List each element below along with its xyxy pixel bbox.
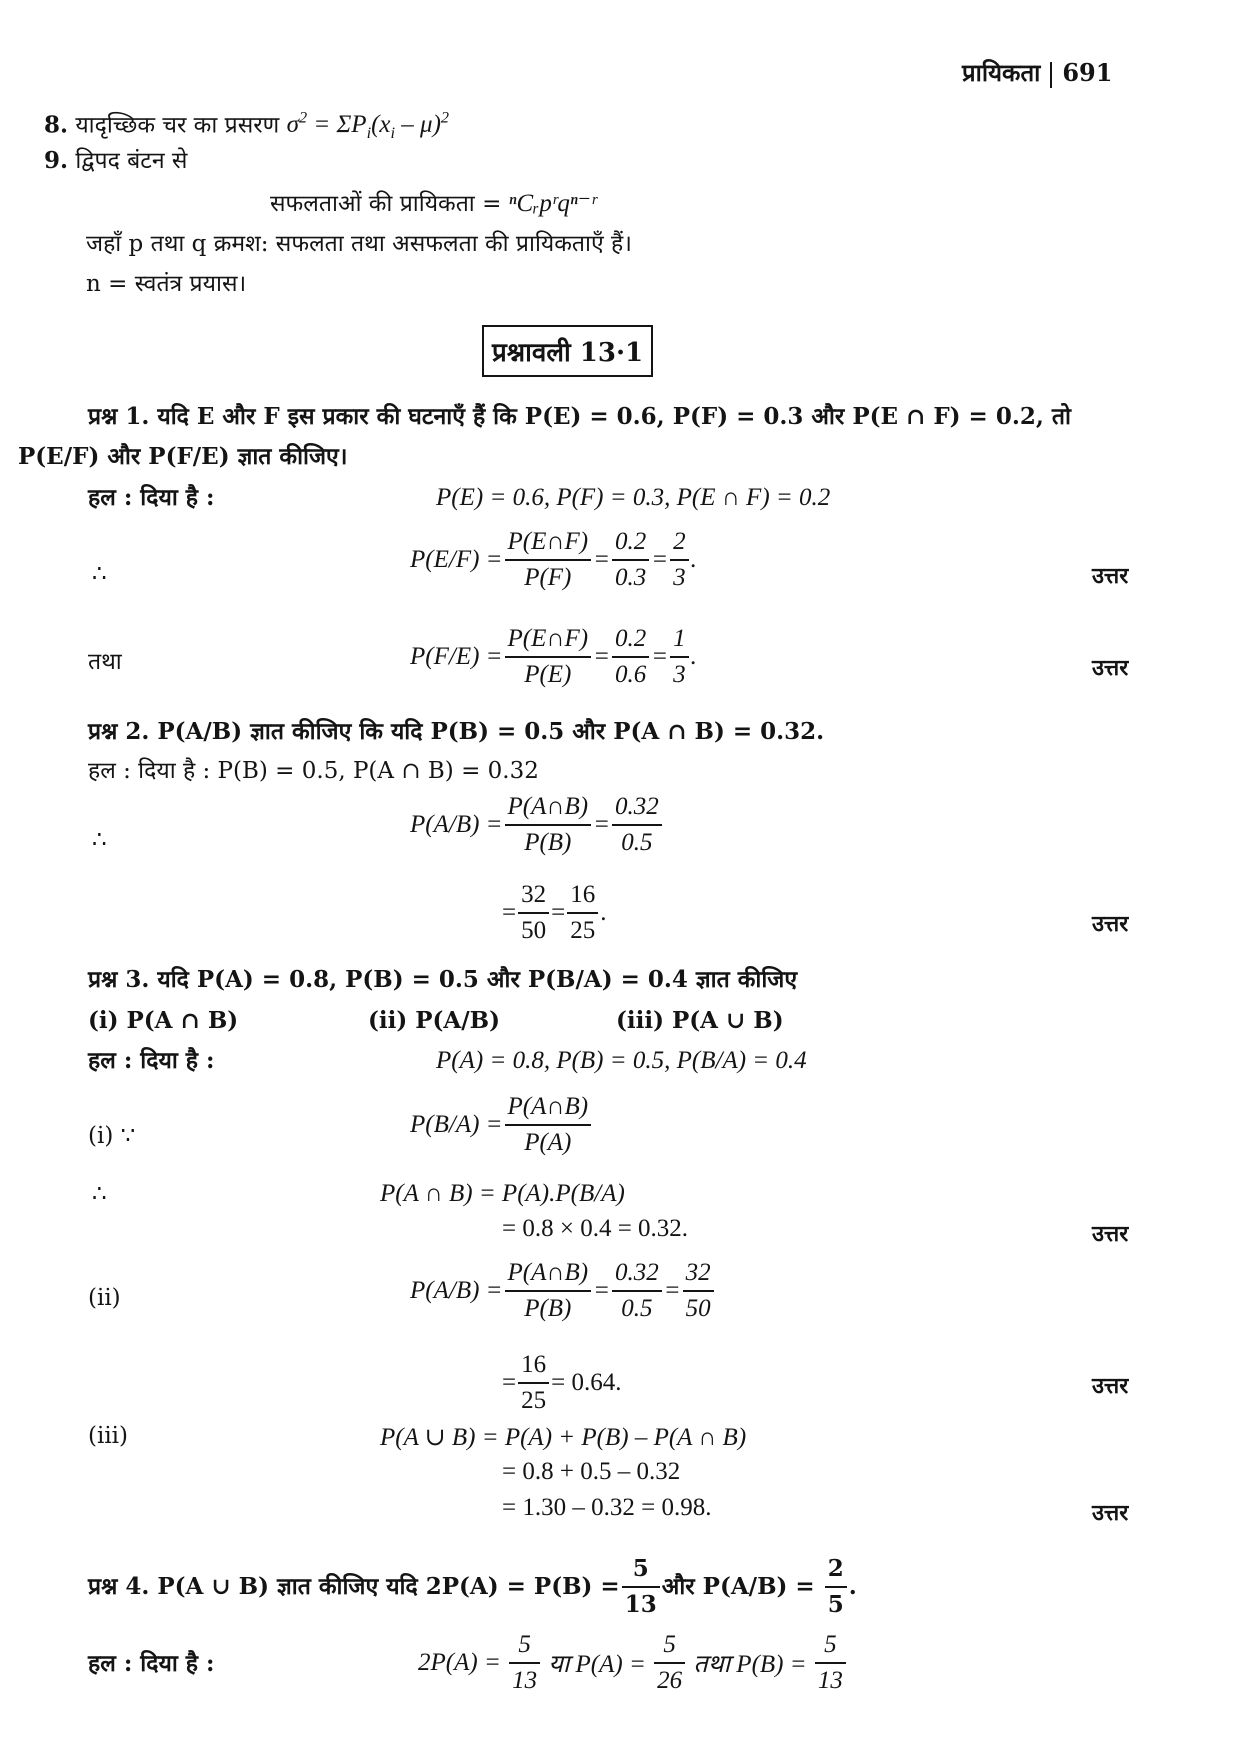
answer-label: उत्तर [1092, 655, 1129, 681]
equation-union-result: = 1.30 – 0.32 = 0.98. [502, 1494, 712, 1521]
equation-intersection-result: = 0.8 × 0.4 = 0.32. [502, 1215, 689, 1242]
equation-simplify: = $\frac{32}{50}$ = $\frac{16}{25}$ . [502, 881, 607, 944]
step-prefix: (i) ∵ [88, 1123, 136, 1149]
equation-pba: P(B/A) = $\frac{P(A\cap B)}{P(A)}$ [410, 1092, 593, 1158]
answer-label: उत्तर [1092, 563, 1129, 589]
q3-part-ii: (ii) P(A/B) [368, 1007, 500, 1034]
item-number: 9. [44, 147, 69, 174]
equation-union: P(A ∪ B) = P(A) + P(B) – P(A ∩ B) [380, 1424, 747, 1451]
header-divider [1050, 62, 1052, 88]
therefore-symbol: ∴ [92, 561, 107, 587]
answer-label: उत्तर [1092, 911, 1129, 937]
exercise-title: प्रश्नावली 13·1 [482, 325, 653, 377]
question-4: प्रश्न 4. P(A ∪ B) ज्ञात कीजिए यदि 2P(A) = P(B) = $\frac{5}{13}$ और P(A/B) = $\frac{2}{5}$ . [88, 1555, 857, 1618]
given-values: P(A) = 0.8, P(B) = 0.5, P(B/A) = 0.4 [436, 1047, 807, 1074]
q3-part-i: (i) P(A ∩ B) [88, 1007, 239, 1034]
step-prefix: (ii) [88, 1285, 121, 1311]
equation-pef: P(E/F) = $\frac{P(E\cap F)}{P(F)}$ = $\frac{0.2}{0.3}$ = $\frac{2}{3}$ . [410, 528, 697, 591]
note-text: यादृच्छिक चर का प्रसरण [75, 112, 280, 139]
equation-pfe: P(F/E) = $\frac{P(E\cap F)}{P(E)}$ = $\frac{0.2}{0.6}$ = $\frac{1}{3}$ . [410, 625, 697, 688]
note-text: द्विपद बंटन से [75, 148, 188, 174]
solution-label: हल : दिया है : [88, 1650, 215, 1677]
question-1: प्रश्न 1. यदि E और F इस प्रकार की घटनाएँ हैं कि P(E) = 0.6, P(F) = 0.3 और P(E ∩ F) = 0.2, तो [88, 403, 1071, 430]
equation-union-step: = 0.8 + 0.5 – 0.32 [502, 1458, 681, 1485]
therefore-symbol: ∴ [92, 1181, 107, 1207]
question-1-cont: P(E/F) और P(F/E) ज्ञात कीजिए। [18, 443, 348, 470]
solution-label: हल : दिया है : [88, 1047, 215, 1074]
chapter-title: प्रायिकता [962, 58, 1041, 87]
question-2: प्रश्न 2. P(A/B) ज्ञात कीजिए कि यदि P(B) = 0.5 और P(A ∩ B) = 0.32. [88, 718, 825, 745]
equation-intersection: P(A ∩ B) = P(A).P(B/A) [380, 1180, 625, 1207]
question-3: प्रश्न 3. यदि P(A) = 0.8, P(B) = 0.5 और P(B/A) = 0.4 ज्ञात कीजिए [88, 966, 798, 993]
equation-pab-ii: P(A/B) = $\frac{P(A\cap B)}{P(B)}$ = $\frac{0.32}{0.5}$ = $\frac{32}{50}$ [410, 1258, 716, 1324]
equation-pab-result: = $\frac{16}{25}$ = 0.64. [502, 1351, 622, 1414]
given-values: 2P(A) = $\frac{5}{13}$ या P(A) = $\frac{5}{26}$ तथा P(B) = $\frac{5}{13}$ [418, 1630, 848, 1696]
binomial-where: जहाँ p तथा q क्रमश: सफलता तथा असफलता की प्रायिकताएँ हैं। [86, 231, 632, 257]
therefore-symbol: ∴ [92, 827, 107, 853]
step-prefix: (iii) [88, 1423, 129, 1449]
page-header [962, 56, 1112, 89]
q3-part-iii: (iii) P(A ∪ B) [616, 1007, 784, 1034]
answer-label: उत्तर [1092, 1500, 1129, 1526]
solution-label: हल : दिया है : [88, 484, 215, 511]
step-prefix: तथा [88, 649, 122, 675]
item-number: 8. [44, 111, 69, 139]
n-definition: n = स्वतंत्र प्रयास। [86, 271, 247, 297]
note-item-9 [44, 147, 187, 175]
note-item-8 [44, 104, 449, 147]
given-values: P(E) = 0.6, P(F) = 0.3, P(E ∩ F) = 0.2 [436, 484, 831, 511]
page-number: 691 [1062, 58, 1113, 87]
answer-label: उत्तर [1092, 1221, 1129, 1247]
equation-pab: P(A/B) = $\frac{P(A\cap B)}{P(B)}$ = $\frac{0.32}{0.5}$ [410, 792, 664, 858]
answer-label: उत्तर [1092, 1373, 1129, 1399]
given-values: हल : दिया है : P(B) = 0.5, P(A ∩ B) = 0.32 [88, 758, 539, 784]
binomial-formula: सफलताओं की प्रायिकता = ⁿCᵣpʳqⁿ⁻ʳ [270, 190, 597, 217]
variance-formula: $\sigma^2 = \Sigma P_i(x_i - \mu)^2$ [286, 109, 450, 143]
